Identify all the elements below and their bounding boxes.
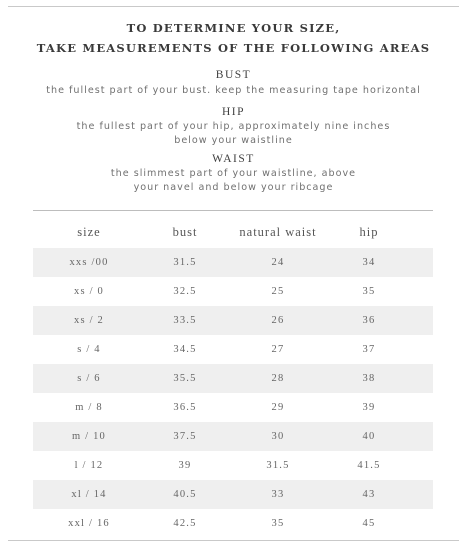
size-cell: xxs /00 [69,257,109,268]
bust-cell: 40.5 [173,489,197,500]
natural-waist-cell: 33 [271,489,285,500]
table-header [33,220,433,246]
size-cell: m / 10 [71,431,107,442]
size-cell: s / 6 [77,373,101,384]
page-title-line-2: TAKE MEASUREMENTS OF THE FOLLOWING AREAS [36,41,431,55]
hip-cell: 38 [362,373,376,384]
bust-cell: 36.5 [173,402,197,413]
table-row [33,451,433,480]
table-row [33,480,433,509]
hip-title: HIP [221,106,246,118]
size-cell: xs / 0 [74,286,104,297]
size-cell: xxl / 16 [68,518,110,529]
bust-cell: 35.5 [173,373,197,384]
waist-description-line: the slimmest part of your waistline, above [110,168,357,179]
bust-cell: 31.5 [173,257,197,268]
table-body [33,248,433,538]
table-row [33,335,433,364]
hip-cell: 41.5 [357,460,381,471]
bust-cell: 32.5 [173,286,197,297]
bottom-divider [8,540,459,541]
natural-waist-cell: 28 [271,373,285,384]
size-cell: m / 8 [75,402,103,413]
bust-description-line: the fullest part of your bust. keep the measuring tape horizontal [46,85,421,96]
table-row [33,393,433,422]
hip-description-line: below your waistline [174,135,293,146]
table-row [33,306,433,335]
bust-description [0,84,467,98]
bust-cell: 33.5 [173,315,197,326]
hip-cell: 37 [362,344,376,355]
natural-waist-cell: 35 [271,518,285,529]
size-cell: l / 12 [74,460,104,471]
column-header-natural-waist: natural waist [239,225,317,239]
size-chart-table [33,220,433,529]
natural-waist-cell: 29 [271,402,285,413]
hip-cell: 45 [362,518,376,529]
hip-description-line: the fullest part of your hip, approximately nine inches [76,121,391,132]
top-divider [8,6,459,7]
table-row [33,277,433,306]
natural-waist-cell: 30 [271,431,285,442]
hip-cell: 39 [362,402,376,413]
hip-description [0,120,467,148]
bust-cell: 39 [178,460,192,471]
table-row [33,422,433,451]
bust-cell: 34.5 [173,344,197,355]
table-row [33,248,433,277]
natural-waist-cell: 31.5 [266,460,290,471]
table-divider [33,210,433,211]
natural-waist-cell: 25 [271,286,285,297]
waist-title: WAIST [212,153,255,165]
hip-cell: 36 [362,315,376,326]
column-header-hip: hip [359,225,379,239]
size-cell: s / 4 [77,344,101,355]
hip-cell: 35 [362,286,376,297]
waist-description [0,167,467,195]
bust-title: BUST [215,69,252,81]
size-cell: xs / 2 [74,315,104,326]
table-row [33,509,433,538]
size-cell: xl / 14 [71,489,107,500]
waist-description-line: your navel and below your ribcage [133,182,334,193]
hip-cell: 34 [362,257,376,268]
hip-cell: 43 [362,489,376,500]
column-header-bust: bust [172,225,198,239]
table-row [33,364,433,393]
column-header-size: size [77,225,101,239]
bust-cell: 42.5 [173,518,197,529]
natural-waist-cell: 24 [271,257,285,268]
page-title-line-1: TO DETERMINE YOUR SIZE, [126,21,341,35]
hip-cell: 40 [362,431,376,442]
natural-waist-cell: 27 [271,344,285,355]
bust-cell: 37.5 [173,431,197,442]
natural-waist-cell: 26 [271,315,285,326]
